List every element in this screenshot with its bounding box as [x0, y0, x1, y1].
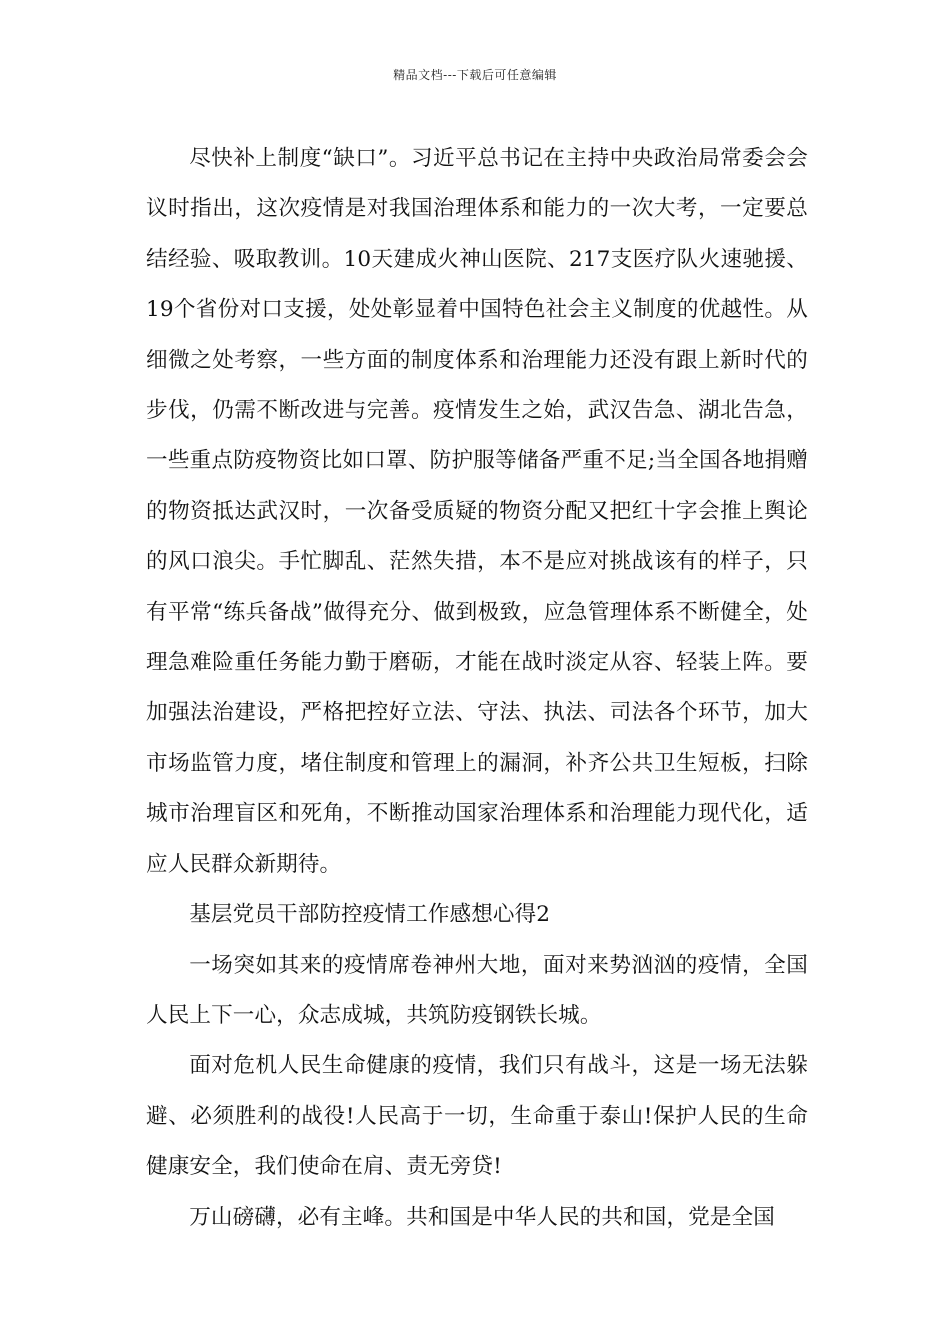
paragraph-fight-epidemic: 面对危机人民生命健康的疫情，我们只有战斗，这是一场无法躲避、必须胜利的战役!人民高于一切，生命重于泰山!保护人民的生命健康安全，我们使命在肩、责无旁贷! [146, 1053, 808, 1180]
page-header: 精品文档---下载后可任意编辑 [393, 68, 557, 82]
paragraph-main-peak: 万山磅礴，必有主峰。共和国是中华人民的共和国，党是全国 [189, 1204, 775, 1230]
document-body [146, 134, 808, 1243]
paragraph-institutional-gaps: 尽快补上制度“缺口”。习近平总书记在主持中央政治局常委会会议时指出，这次疫情是对我国治理体系和能力的一次大考，一定要总结经验、吸取教训。10天建成火神山医院、217支医疗队火速驰援、19个省份对口支援，处处彰显着中国特色社会主义制度的优越性。从细微之处考察，一些方面的制度体系和治理能力还没有跟上新时代的步伐，仍需不断改进与完善。疫情发生之始，武汉告急、湖北告急，一些重点防疫物资比如口罩、防护服等储备严重不足;当全国各地捐赠的物资抵达武汉时，一次备受质疑的物资分配又把红十字会推上舆论的风口浪尖。手忙脚乱、茫然失措，本不是应对挑战该有的样子，只有平常“练兵备战”做得充分、做到极致，应急管理体系不断健全，处理急难险重任务能力勤于磨砺，才能在战时淡定从容、轻装上阵。要加强法治建设，严格把控好立法、守法、执法、司法各个环节，加大市场监管力度，堵住制度和管理上的漏洞，补齐公共卫生短板，扫除城市治理盲区和死角，不断推动国家治理体系和治理能力现代化，适应人民群众新期待。 [146, 146, 808, 877]
section-heading: 基层党员干部防控疫情工作感想心得2 [189, 902, 551, 928]
paragraph-nation-united: 一场突如其来的疫情席卷神州大地，面对来势汹汹的疫情，全国人民上下一心，众志成城，共筑防疫钢铁长城。 [146, 952, 808, 1028]
